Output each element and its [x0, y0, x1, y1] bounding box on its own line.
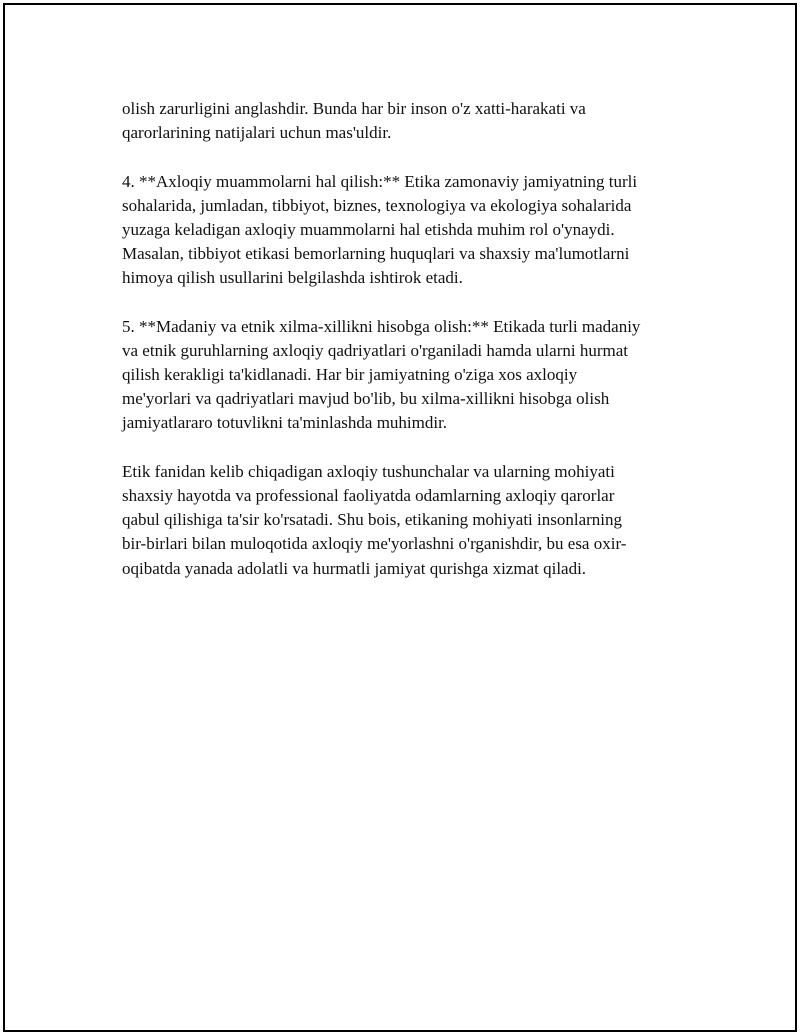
- text-line: Etik fanidan kelib chiqadigan axloqiy tushunchalar va ularning mohiyati: [122, 461, 615, 481]
- text-line: 5. **Madaniy va etnik xilma-xillikni hisobga olish:** Etikada turli madaniy: [122, 316, 641, 336]
- text-line: qabul qilishiga ta'sir ko'rsatadi. Shu bois, etikaning mohiyati insonlarning: [122, 510, 623, 530]
- text-line: qilish kerakligi ta'kidlanadi. Har bir jamiyatning o'ziga xos axloqiy: [122, 365, 578, 385]
- paragraph-gap: [122, 291, 692, 315]
- text-line: va etnik guruhlarning axloqiy qadriyatlari o'rganiladi hamda ularni hurmat: [122, 340, 628, 360]
- paragraph-gap: [122, 436, 692, 460]
- text-line: qarorlarining natijalari uchun mas'uldir.: [122, 123, 392, 143]
- paragraph-conclusion: [122, 460, 692, 581]
- text-line: sohalarida, jumladan, tibbiyot, biznes, texnologiya va ekologiya sohalarida: [122, 195, 632, 215]
- text-line: himoya qilish usullarini belgilashda ishtirok etadi.: [122, 268, 463, 288]
- text-line: bir-birlari bilan muloqotida axloqiy me'yorlashni o'rganishdir, bu esa oxir-: [122, 534, 627, 554]
- document-body: [122, 97, 692, 581]
- paragraph-gap: [122, 145, 692, 169]
- text-line: Masalan, tibbiyot etikasi bemorlarning huquqlari va shaxsiy ma'lumotlarni: [122, 244, 630, 264]
- paragraph-continuation: [122, 97, 692, 145]
- text-line: 4. **Axloqiy muammolarni hal qilish:** Etika zamonaviy jamiyatning turli: [122, 171, 638, 191]
- paragraph-item-4: [122, 170, 692, 291]
- text-line: shaxsiy hayotda va professional faoliyatda odamlarning axloqiy qarorlar: [122, 486, 615, 505]
- text-line: oqibatda yanada adolatli va hurmatli jamiyat qurishga xizmat qiladi.: [122, 558, 587, 578]
- text-line: me'yorlari va qadriyatlari mavjud bo'lib, bu xilma-xillikni hisobga olish: [122, 389, 610, 409]
- paragraph-item-5: [122, 315, 692, 436]
- text-line: jamiyatlararo totuvlikni ta'minlashda muhimdir.: [122, 413, 448, 433]
- text-line: yuzaga keladigan axloqiy muammolarni hal etishda muhim rol o'ynaydi.: [122, 219, 615, 239]
- text-line: olish zarurligini anglashdir. Bunda har bir inson o'z xatti-harakati va: [122, 99, 586, 118]
- page-frame: [3, 3, 797, 1032]
